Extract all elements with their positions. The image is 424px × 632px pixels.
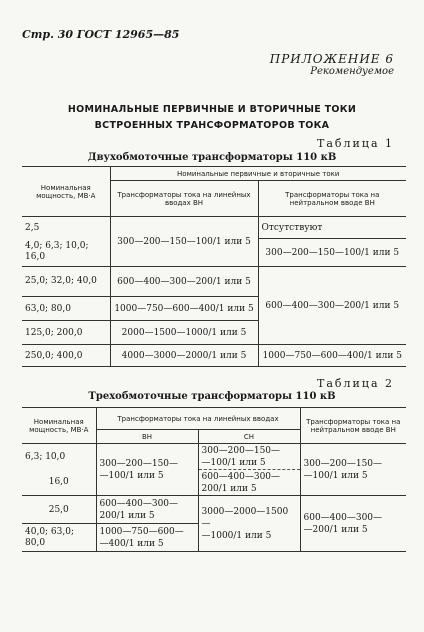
t1-cell-b-absent: Отсутствуют [258, 217, 406, 239]
t1-power-250-400: 250,0; 400,0 [22, 345, 110, 367]
table2 [22, 407, 406, 552]
document-title [0, 102, 424, 134]
t1-power-4-16: 4,0; 6,3; 10,0; 16,0 [22, 239, 110, 267]
t2-power-16: 16,0 [22, 470, 96, 496]
t2-header-vn: ВН [96, 430, 198, 444]
t2-cell-n-300 [300, 444, 406, 496]
table1-caption: Двухобмоточные трансформаторы 110 кВ [87, 152, 337, 163]
appendix-title: ПРИЛОЖЕНИЕ 6 [269, 52, 394, 66]
t1-cell-b-300: 300—200—150—100/1 или 5 [258, 239, 406, 267]
t1-cell-a-4000: 4000—3000—2000/1 или 5 [110, 345, 258, 367]
t2-power-25: 25,0 [22, 496, 96, 524]
t2-n-300-line2: —100/1 или 5 [303, 470, 368, 481]
t2-header-sn: СН [198, 430, 300, 444]
t1-cell-b-600: 600—400—300—200/1 или 5 [258, 267, 406, 345]
t2-cell-vn-300 [96, 444, 198, 496]
table1-label: Таблица 1 [317, 137, 394, 150]
t2-sn-3000-line2: —1000/1 или 5 [201, 530, 272, 541]
t2-vn-1000-line2: —400/1 или 5 [99, 538, 164, 549]
t1-cell-a-1000: 1000—750—600—400/1 или 5 [110, 297, 258, 321]
t2-header-neutral: Трансформаторы тока на нейтральном вводе ВН [300, 408, 406, 444]
table1 [22, 166, 406, 367]
t1-header-linear: Трансформаторы тока на линейных вводах ВН [110, 181, 258, 217]
t2-sn-300-line2: —100/1 или 5 [201, 457, 266, 468]
table2-caption: Трехобмоточные трансформаторы 110 кВ [88, 391, 336, 402]
t1-power-25-40: 25,0; 32,0; 40,0 [22, 267, 110, 297]
page-header: Стр. 30 ГОСТ 12965—85 [22, 28, 180, 41]
t1-header-neutral: Трансформаторы тока на нейтральном вводе ВН [258, 181, 406, 217]
t2-n-600-line1: 600—400—300— [303, 512, 383, 523]
title-line-2: ВСТРОЕННЫХ ТРАНСФОРМАТОРОВ ТОКА [94, 120, 330, 131]
t1-cell-b-1000: 1000—750—600—400/1 или 5 [258, 345, 406, 367]
t2-cell-vn-1000 [96, 524, 198, 552]
t2-power-6-3-10: 6,3; 10,0 [22, 444, 96, 470]
t2-header-group: Трансформаторы тока на линейных вводах [96, 408, 300, 430]
t2-vn-300-line1: 300—200—150— [99, 458, 179, 469]
t1-header-power: Номинальная мощность, МВ·А [22, 167, 110, 217]
table2-label: Таблица 2 [317, 377, 394, 390]
t2-cell-sn-3000 [198, 496, 300, 552]
appendix-subtitle: Рекомендуемое [310, 66, 394, 77]
t1-cell-a-2000: 2000—1500—1000/1 или 5 [110, 321, 258, 345]
t2-cell-n-600 [300, 496, 406, 552]
t2-n-300-line1: 300—200—150— [303, 458, 383, 469]
t1-header-group: Номинальные первичные и вторичные токи [110, 167, 406, 181]
t2-vn-1000-line1: 1000—750—600— [99, 526, 184, 537]
t2-cell-sn-600 [198, 470, 300, 496]
title-line-1: НОМИНАЛЬНЫЕ ПЕРВИЧНЫЕ И ВТОРИЧНЫЕ ТОКИ [67, 104, 357, 115]
t2-cell-sn-300 [198, 444, 300, 470]
t2-vn-600-line2: 200/1 или 5 [99, 510, 155, 521]
t1-cell-a-300: 300—200—150—100/1 или 5 [110, 217, 258, 267]
t2-header-power: Номинальная мощность, МВ·А [22, 408, 96, 444]
t1-power-2-5: 2,5 [22, 217, 110, 239]
t1-power-125-200: 125,0; 200,0 [22, 321, 110, 345]
t2-sn-300-line1: 300—200—150— [201, 445, 281, 456]
t1-power-63-80: 63,0; 80,0 [22, 297, 110, 321]
t2-power-40-80: 40,0; 63,0; 80,0 [22, 524, 96, 552]
t2-sn-600-line2: 200/1 или 5 [201, 483, 257, 494]
t2-sn-600-line1: 600—400—300— [201, 471, 281, 482]
t2-sn-3000-line1: 3000—2000—1500— [201, 506, 289, 529]
appendix-block [270, 52, 394, 77]
t2-vn-600-line1: 600—400—300— [99, 498, 179, 509]
t2-vn-300-line2: —100/1 или 5 [99, 470, 164, 481]
t2-n-600-line2: —200/1 или 5 [303, 524, 368, 535]
t1-cell-a-600: 600—400—300—200/1 или 5 [110, 267, 258, 297]
t2-cell-vn-600 [96, 496, 198, 524]
